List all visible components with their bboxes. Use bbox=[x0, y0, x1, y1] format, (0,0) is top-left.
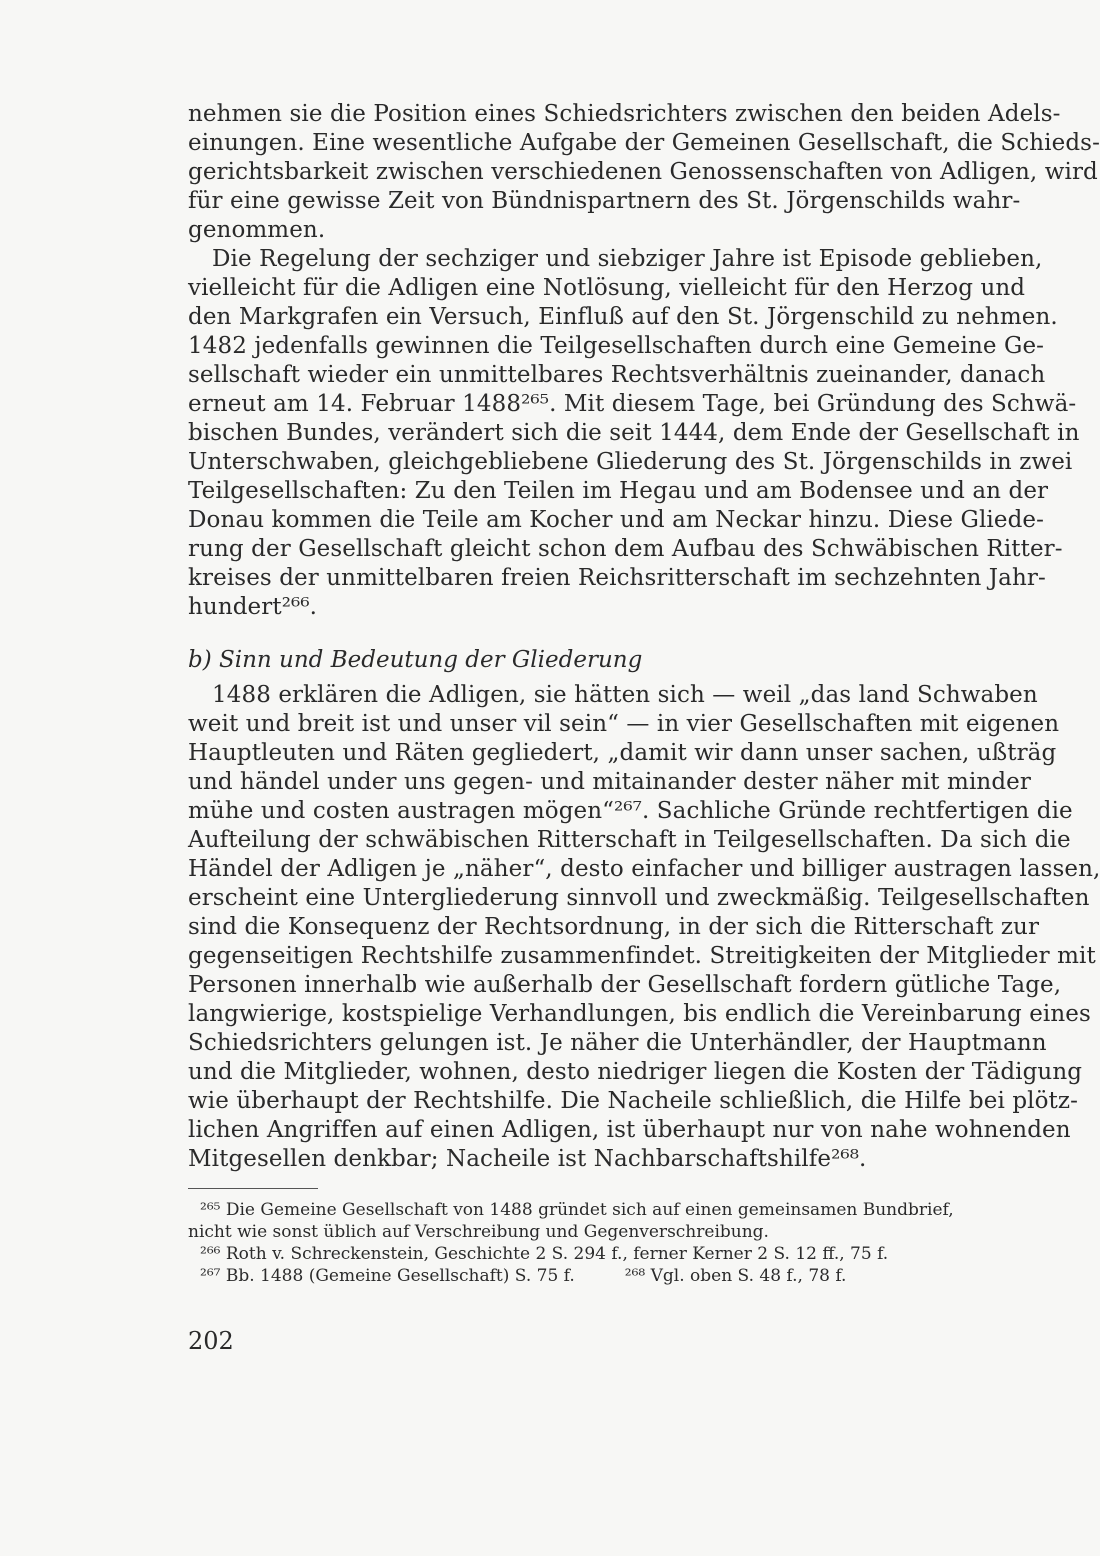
text-line: gerichtsbarkeit zwischen verschiedenen Genossenschaften von Adligen, wird bbox=[188, 159, 1098, 185]
text-line: wie überhaupt der Rechtshilfe. Die Nacheile schließlich, die Hilfe bei plötz- bbox=[188, 1088, 1078, 1114]
footnote-267: ²⁶⁷ Bb. 1488 (Gemeine Gesellschaft) S. 75 f. bbox=[200, 1266, 575, 1286]
text-line: den Markgrafen ein Versuch, Einfluß auf den St. Jörgenschild zu nehmen. bbox=[188, 304, 1058, 330]
text-line: einungen. Eine wesentliche Aufgabe der Gemeinen Gesellschaft, die Schieds- bbox=[188, 130, 1100, 156]
text-line: 1482 jedenfalls gewinnen die Teilgesellschaften durch eine Gemeine Ge- bbox=[188, 333, 1045, 359]
text-line: und händel under uns gegen- und mitainander dester näher mit minder bbox=[188, 769, 1031, 795]
text-line: weit und breit ist und unser vil sein“ — in vier Gesellschaften mit eigenen bbox=[188, 711, 1060, 737]
page-body bbox=[188, 100, 1100, 1287]
text-line: Hauptleuten und Räten gegliedert, „damit wir dann unser sachen, ußträg bbox=[188, 740, 1057, 766]
paragraph-3 bbox=[188, 681, 1100, 1174]
footnote-265: ²⁶⁵ Die Gemeine Gesellschaft von 1488 gründet sich auf einen gemeinsamen Bundbrief, bbox=[200, 1200, 954, 1220]
text-line: Die Regelung der sechziger und siebziger Jahre ist Episode geblieben, bbox=[212, 246, 1043, 272]
footnote-266: ²⁶⁶ Roth v. Schreckenstein, Geschichte 2 S. 294 f., ferner Kerner 2 S. 12 ff., 75 f. bbox=[200, 1244, 889, 1264]
text-line: und die Mitglieder, wohnen, desto niedriger liegen die Kosten der Tädigung bbox=[188, 1059, 1083, 1085]
text-line: Mitgesellen denkbar; Nacheile ist Nachbarschaftshilfe²⁶⁸. bbox=[188, 1146, 867, 1172]
text-line: vielleicht für die Adligen eine Notlösung, vielleicht für den Herzog und bbox=[188, 275, 1026, 301]
text-line: gegenseitigen Rechtshilfe zusammenfindet. Streitigkeiten der Mitglieder mit bbox=[188, 943, 1096, 969]
page-number: 202 bbox=[188, 1327, 234, 1355]
paragraph-2 bbox=[188, 245, 1080, 622]
text-line: nehmen sie die Position eines Schiedsrichters zwischen den beiden Adels- bbox=[188, 101, 1061, 127]
footnote-divider bbox=[188, 1188, 318, 1189]
text-line: hundert²⁶⁶. bbox=[188, 594, 318, 620]
footnote-row bbox=[188, 1265, 948, 1287]
text-line: Aufteilung der schwäbischen Ritterschaft in Teilgesellschaften. Da sich die bbox=[188, 827, 1071, 853]
text-line: langwierige, kostspielige Verhandlungen, bis endlich die Vereinbarung eines bbox=[188, 1001, 1091, 1027]
footnotes bbox=[188, 1199, 954, 1287]
text-line: für eine gewisse Zeit von Bündnispartnern des St. Jörgenschilds wahr- bbox=[188, 188, 1021, 214]
text-line: Teilgesellschaften: Zu den Teilen im Hegau und am Bodensee und an der bbox=[188, 478, 1049, 504]
text-line: sellschaft wieder ein unmittelbares Rechtsverhältnis zueinander, danach bbox=[188, 362, 1046, 388]
footnote-268: ²⁶⁸ Vgl. oben S. 48 f., 78 f. bbox=[624, 1266, 847, 1286]
text-line: mühe und costen austragen mögen“²⁶⁷. Sachliche Gründe rechtfertigen die bbox=[188, 798, 1073, 824]
text-line: Donau kommen die Teile am Kocher und am Neckar hinzu. Diese Gliede- bbox=[188, 507, 1044, 533]
text-line: Händel der Adligen je „näher“, desto einfacher und billiger austragen lassen, bbox=[188, 856, 1100, 882]
footnote-265-cont: nicht wie sonst üblich auf Verschreibung und Gegenverschreibung. bbox=[188, 1222, 769, 1242]
text-line: Personen innerhalb wie außerhalb der Gesellschaft fordern gütliche Tage, bbox=[188, 972, 1062, 998]
text-line: Unterschwaben, gleichgebliebene Gliederung des St. Jörgenschilds in zwei bbox=[188, 449, 1073, 475]
paragraph-1 bbox=[188, 100, 1100, 245]
text-line: kreises der unmittelbaren freien Reichsritterschaft im sechzehnten Jahr- bbox=[188, 565, 1046, 591]
section-heading: b) Sinn und Bedeutung der Gliederung bbox=[188, 647, 643, 673]
text-line: erneut am 14. Februar 1488²⁶⁵. Mit diesem Tage, bei Gründung des Schwä- bbox=[188, 391, 1077, 417]
text-line: erscheint eine Untergliederung sinnvoll und zweckmäßig. Teilgesellschaften bbox=[188, 885, 1090, 911]
text-line: Schiedsrichters gelungen ist. Je näher die Unterhändler, der Hauptmann bbox=[188, 1030, 1047, 1056]
text-line: sind die Konsequenz der Rechtsordnung, in der sich die Ritterschaft zur bbox=[188, 914, 1040, 940]
text-line: genommen. bbox=[188, 217, 326, 243]
text-line: rung der Gesellschaft gleicht schon dem Aufbau des Schwäbischen Ritter- bbox=[188, 536, 1063, 562]
text-line: lichen Angriffen auf einen Adligen, ist überhaupt nur von nahe wohnenden bbox=[188, 1117, 1071, 1143]
text-line: bischen Bundes, verändert sich die seit 1444, dem Ende der Gesellschaft in bbox=[188, 420, 1080, 446]
text-line: 1488 erklären die Adligen, sie hätten sich — weil „das land Schwaben bbox=[212, 682, 1038, 708]
